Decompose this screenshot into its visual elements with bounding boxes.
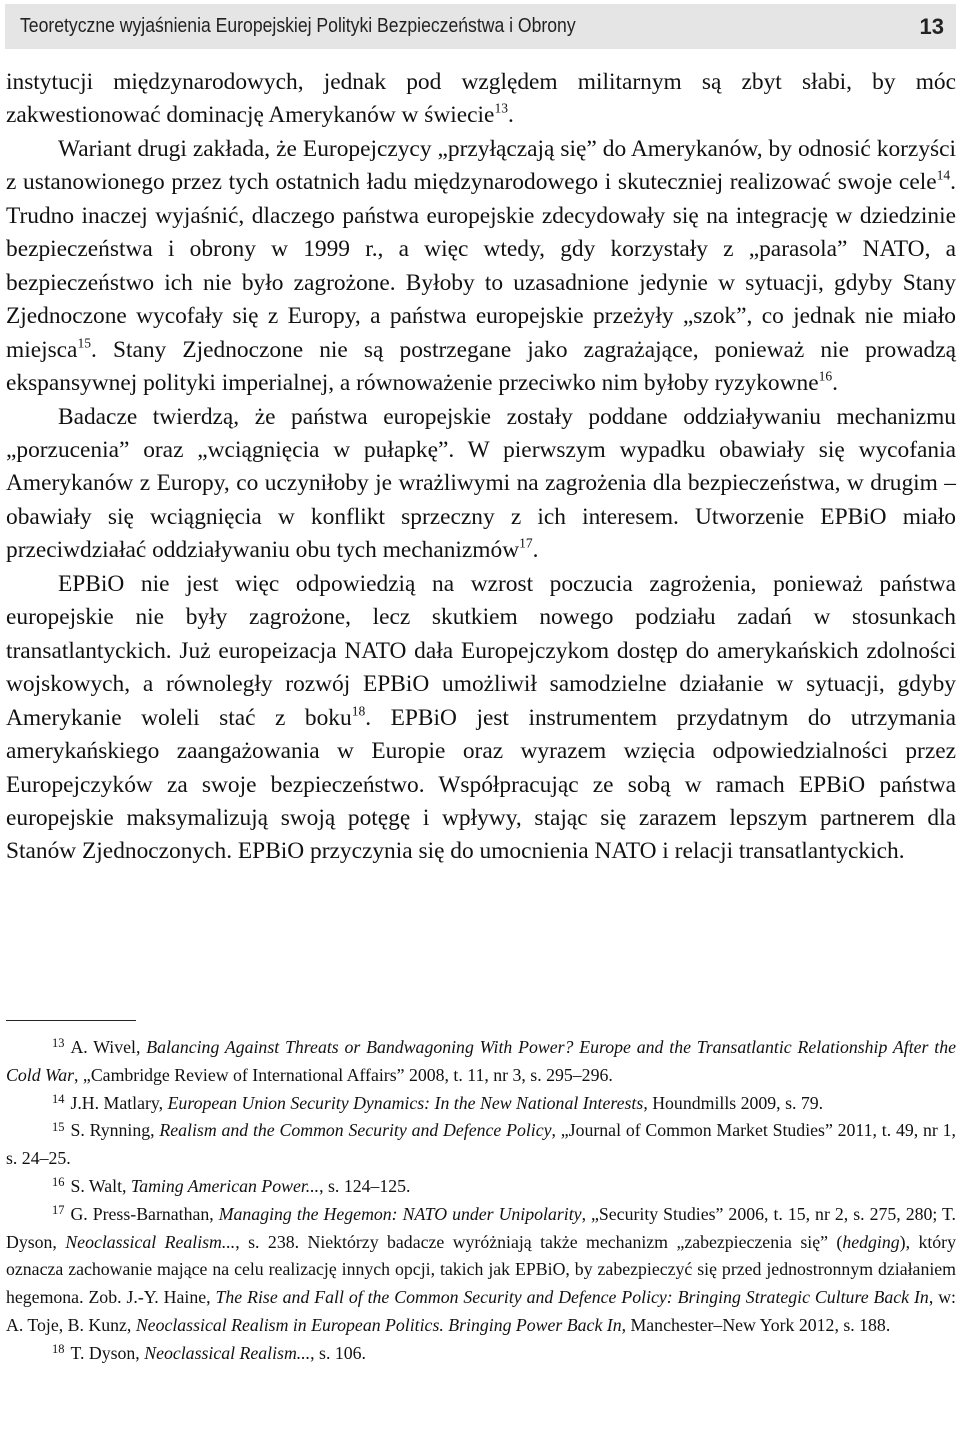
footnote-ref-18: 18	[351, 703, 366, 719]
paragraph-4: EPBiO nie jest więc odpowiedzią na wzrost poczucia zagrożenia, ponieważ państwa europejskie nie były zagrożone, lecz skutkiem nowego podziału zadań w stosunkach transatlantyckich. Już europeizacja NATO dała Europejczykom dostęp do amerykańskich zdolności wojskowych, a równoległy rozwój EPBiO umożliwił samodzielne działanie w sytuacji, gdyby Amerykanie woleli stać z boku$^{18}$. EPBiO jest instrumentem przydatnym do utrzymania amerykańskiego zaangażowania w Europie oraz wyrazem wzięcia odpowiedzialności przez Europejczyków za swoje bezpieczeństwo. Współpracując ze sobą w ramach EPBiO państwa europejskie maksymalizują swoją potęgę i wpływy, stając się zarazem lepszym partnerem dla Stanów Zjednoczonych. EPBiO przyczynia się do umocnienia NATO i relacji transatlantyckich.	[6, 570, 956, 865]
footnote-ref-17: 17	[519, 535, 533, 551]
paragraph-2: Wariant drugi zakłada, że Europejczycy „przyłączają się” do Amerykanów, by odnosić korzyści z ustanowionego przez tych ostatnich ładu międzynarodowego i skuteczniej realizować swoje cele$^{14}$. Trudno inaczej wyjaśnić, dlaczego państwa europejskie zdecydowały się na integrację w dziedzinie bezpieczeństwa i obrony w 1999 r., a więc wtedy, gdy korzystały z „parasola” NATO, a bezpieczeństwo ich nie było zagrożone. Byłoby to uzasadnione jedynie w sytuacji, gdyby Stany Zjednoczone wycofały się z Europy, a państwa europejskie przeżyły „szok”, co jednak nie miało miejsca$^{15}$. Stany Zjednoczone nie są postrzegane jako zagrażające, ponieważ nie prowadzą ekspansywnej polityki imperialnej, a równoważenie przeciwko nim byłoby ryzykowne$^{16}$.	[6, 135, 956, 397]
footnote-15: $^{15}$ S. Rynning, Realism and the Common Security and Defence Policy, „Journal of Common Market Studies” 2011, t. 49, nr 1, s. 24–25.	[6, 1119, 956, 1169]
paragraph-1: instytucji międzynarodowych, jednak pod względem militarnym są zbyt słabi, by móc zakwestionować dominację Amerykanów w świecie$^{13}$.	[6, 69, 956, 129]
footnote-14: $^{14}$ J.H. Matlary, European Union Security Dynamics: In the New National Interests, Houndmills 2009, s. 79.	[52, 1092, 824, 1113]
footnotes	[6, 1034, 956, 1368]
footnote-17: $^{17}$ G. Press-Barnathan, Managing the Hegemon: NATO under Unipolarity, „Security Studies” 2006, t. 15, nr 2, s. 275, 280; T. Dyson, Neoclassical Realism..., s. 238. Niektórzy badacze wyróżniają także mechanizm „zabezpieczenia się” (hedging), który oznacza zachowanie mające na celu realizację innych opcji, takich jak EPBiO, by zabezpieczyć się przed jednostronnym działaniem hegemona. Zob. J.-Y. Haine, The Rise and Fall of the Common Security and Defence Policy: Bringing Strategic Culture Back In, w: A. Toje, B. Kunz, Neoclassical Realism in European Politics. Bringing Power Back In, Manchester–New York 2012, s. 188.	[6, 1203, 956, 1335]
footnote-ref-13: 13	[494, 100, 509, 116]
running-title: Teoretyczne wyjaśnienia Europejskiej Polityki Bezpieczeństwa i Obrony	[20, 15, 576, 37]
footnote-ref-15: 15	[77, 335, 92, 351]
footnote-16: $^{16}$ S. Walt, Taming American Power..., s. 124–125.	[52, 1175, 411, 1196]
footnote-13: $^{13}$ A. Wivel, Balancing Against Threats or Bandwagoning With Power? Europe and the Transatlantic Relationship After the Cold War, „Cambridge Review of International Affairs” 2008, t. 11, nr 3, s. 295–296.	[6, 1036, 956, 1085]
paragraph-3: Badacze twierdzą, że państwa europejskie zostały poddane oddziaływaniu mechanizmu „porzucenia” oraz „wciągnięcia w pułapkę”. W pierwszym wypadku obawiały się wycofania Amerykanów z Europy, co uczyniłoby je wrażliwymi na zagrożenia dla bezpieczeństwa, w drugim – obawiały się wciągnięcia w konflikt sprzeczny z ich interesem. Utworzenie EPBiO miało przeciwdziałać oddziaływaniu obu tych mechanizmów$^{17}$.	[6, 403, 956, 564]
footnote-ref-16: 16	[818, 368, 833, 384]
main-text	[6, 66, 956, 869]
running-header	[5, 4, 956, 49]
footnote-ref-14: 14	[936, 167, 951, 183]
page-number: 13	[919, 13, 944, 39]
footnote-18: $^{18}$ T. Dyson, Neoclassical Realism..., s. 106.	[52, 1342, 366, 1363]
footnote-divider	[6, 1020, 136, 1021]
